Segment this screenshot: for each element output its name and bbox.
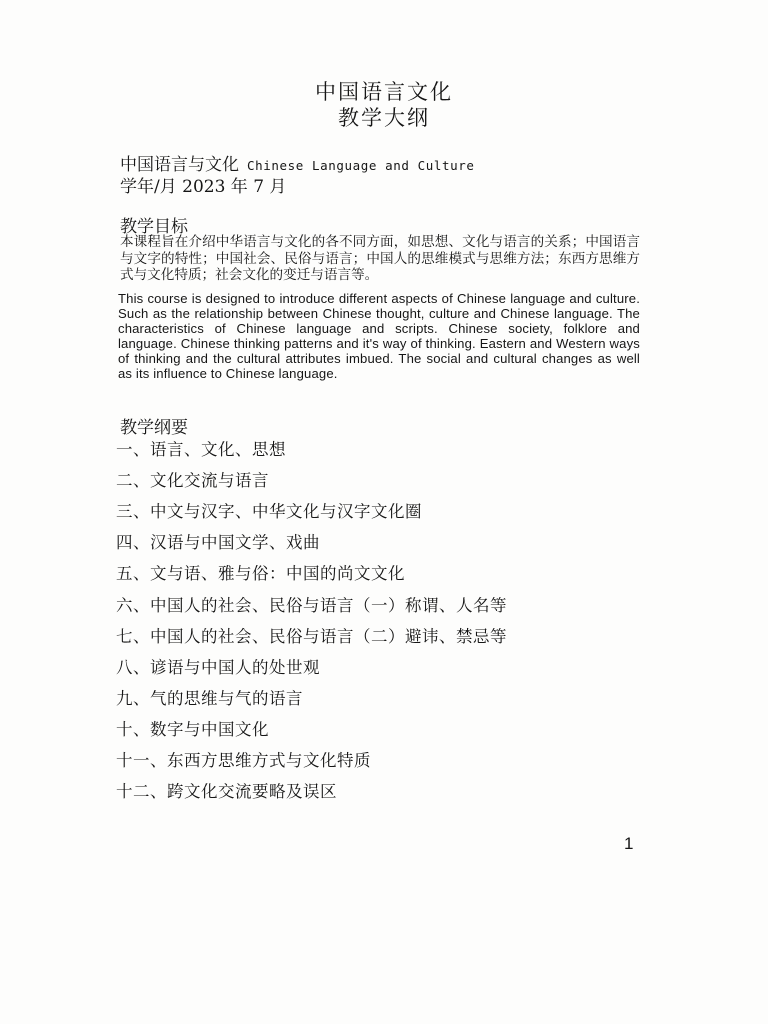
outline-item: 十一、东西方思维方式与文化特质: [116, 751, 371, 770]
outline-item: 八、谚语与中国人的处世观: [116, 658, 320, 677]
outline-item: 一、语言、文化、思想: [116, 440, 286, 459]
page-number: 1: [624, 834, 634, 853]
document-subtitle: 教学大纲: [338, 106, 430, 130]
outline-item: 十、数字与中国文化: [116, 720, 269, 739]
goals-text-en: This course is designed to introduce different aspects of Chinese language and culture. Such as the relationship between Chinese thought, culture and Chinese language. The characteristics of Chinese language and scripts. Chinese society, folklore and language. Chinese thinking patterns and it's way of thinking. Eastern and Western ways of thinking and the cultural attributes imbued. The social and cultural changes as well as its influence to Chinese language.: [118, 291, 640, 382]
outline-item: 五、文与语、雅与俗：中国的尚文文化: [116, 564, 405, 583]
outline-item: 九、气的思维与气的语言: [116, 689, 303, 708]
course-name-cn: 中国语言与文化: [120, 155, 239, 175]
outline-item: 二、文化交流与语言: [116, 471, 269, 490]
goals-heading: 教学目标: [120, 217, 188, 237]
outline-item: 十二、跨文化交流要略及误区: [116, 782, 337, 801]
outline-item: 三、中文与汉字、中华文化与汉字文化圈: [116, 502, 422, 521]
outline-item: 四、汉语与中国文学、戏曲: [116, 533, 320, 552]
document-title: 中国语言文化: [315, 80, 453, 104]
goals-text-cn: 本课程旨在介绍中华语言与文化的各不同方面，如思想、文化与语言的关系；中国语言与文字的特性；中国社会、民俗与语言；中国人的思维模式与思维方法；东西方思维方式与文化特质；社会文化的变迁与语言等。: [120, 234, 640, 284]
outline-item: 七、中国人的社会、民俗与语言（二）避讳、禁忌等: [116, 627, 507, 646]
term-line: 学年/月 2023 年 7 月: [120, 177, 287, 197]
outline-heading: 教学纲要: [120, 418, 188, 438]
course-name-en: Chinese Language and Culture: [247, 158, 475, 173]
outline-item: 六、中国人的社会、民俗与语言（一）称谓、人名等: [116, 596, 507, 615]
